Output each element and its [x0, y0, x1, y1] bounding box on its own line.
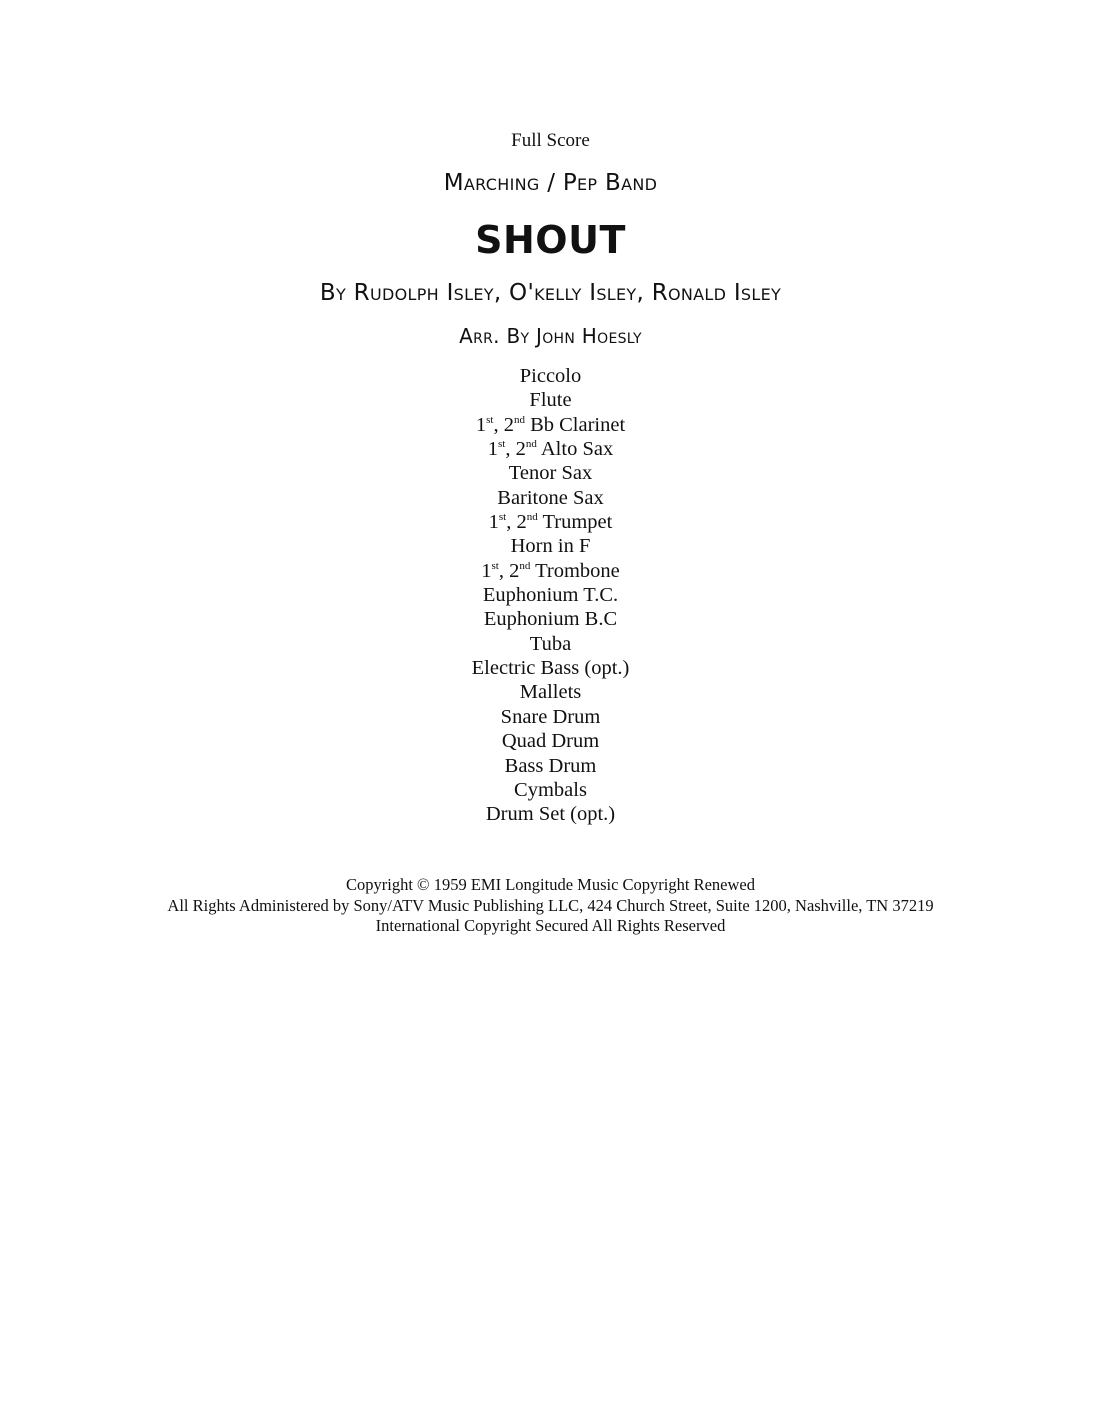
instrument-drum-set: Drum Set (opt.) — [485, 803, 616, 826]
copyright-notice — [0, 875, 1101, 937]
instrument-alto-sax — [0, 437, 1101, 461]
instrument-baritone-sax: Baritone Sax — [497, 486, 604, 509]
instrument-tuba: Tuba — [529, 632, 572, 655]
ordinal-second-suffix: nd — [519, 559, 531, 572]
instrument-clarinet — [0, 413, 1101, 437]
instrument-trumpet — [0, 510, 1101, 534]
ordinal-separator: , — [505, 438, 516, 461]
ordinal-second-suffix: nd — [525, 438, 537, 451]
instrument-cymbals: Cymbals — [514, 778, 587, 801]
rights-administration-line: All Rights Administered by Sony/ATV Music Publishing LLC, 424 Church Street, Suite 1200, Nashville, TN 37219 — [167, 895, 934, 915]
instrument-tenor-sax: Tenor Sax — [508, 462, 593, 485]
instrument-trombone — [0, 559, 1101, 583]
ordinal-second: 2 — [503, 413, 514, 436]
copyright-line: Copyright © 1959 EMI Longitude Music Copyright Renewed — [346, 875, 755, 894]
instrument-name: Bb Clarinet — [530, 413, 626, 436]
instrument-name: Trumpet — [542, 511, 613, 534]
ensemble-subtitle: Marching / Pep Band — [443, 170, 658, 196]
ordinal-first-suffix: st — [498, 438, 506, 451]
instrument-quad-drum: Quad Drum — [501, 730, 600, 753]
instrument-flute: Flute — [529, 389, 572, 412]
instrument-euphonium-bc: Euphonium B.C — [483, 608, 618, 631]
ordinal-first: 1 — [481, 559, 492, 582]
instrument-list — [0, 364, 1101, 827]
ordinal-separator: , — [498, 559, 510, 582]
ordinal-first-suffix: st — [498, 511, 507, 524]
ordinal-second: 2 — [509, 559, 520, 582]
page-title: SHOUT — [475, 218, 626, 262]
instrument-snare-drum: Snare Drum — [500, 705, 601, 728]
instrument-electric-bass: Electric Bass (opt.) — [471, 657, 630, 680]
instrument-bass-drum: Bass Drum — [504, 754, 597, 777]
ordinal-separator: , — [506, 511, 517, 534]
arranger-credit: Arr. By John Hoesly — [459, 324, 642, 348]
full-score-label: Full Score — [511, 130, 590, 151]
ordinal-first-suffix: st — [491, 559, 499, 572]
rights-reserved-line: International Copyright Secured All Rights Reserved — [375, 916, 726, 935]
ordinal-second: 2 — [516, 511, 527, 534]
ordinal-separator: , — [493, 413, 504, 436]
ordinal-first: 1 — [488, 511, 499, 534]
instrument-name: Alto Sax — [540, 438, 614, 461]
ordinal-first: 1 — [487, 438, 499, 461]
instrument-horn: Horn in F — [510, 535, 591, 558]
instrument-piccolo: Piccolo — [519, 365, 582, 387]
instrument-name: Trombone — [535, 559, 620, 582]
ordinal-first-suffix: st — [486, 413, 494, 426]
ordinal-first: 1 — [475, 413, 487, 436]
ordinal-second-suffix: nd — [513, 413, 525, 426]
composer-credit: By Rudolph Isley, O'kelly Isley, Ronald Isley — [319, 280, 782, 306]
instrument-euphonium-tc: Euphonium T.C. — [482, 584, 619, 607]
ordinal-second-suffix: nd — [526, 511, 538, 524]
ordinal-second: 2 — [515, 438, 526, 461]
instrument-mallets: Mallets — [519, 681, 582, 704]
